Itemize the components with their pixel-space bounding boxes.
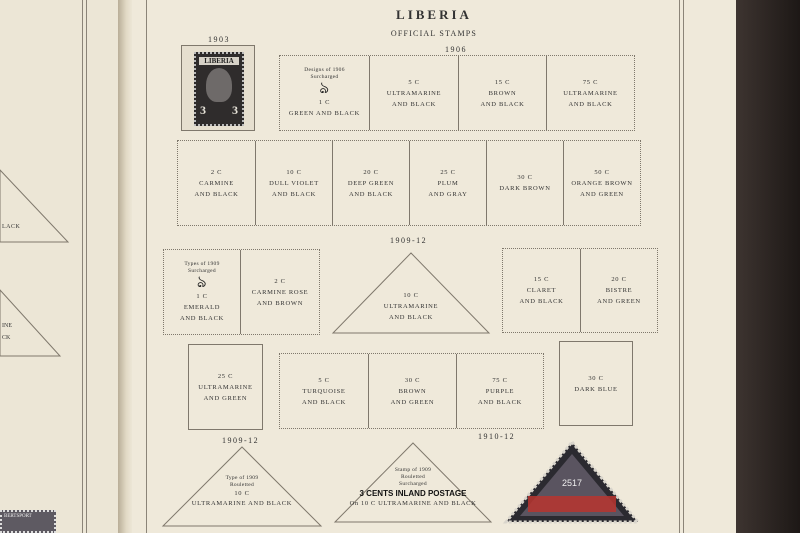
stamp-color: CLARET: [526, 287, 557, 294]
stamp-note: Surcharged: [188, 267, 216, 274]
stamp-color: AND BLACK: [388, 314, 434, 321]
stamp-color: AND BLACK: [301, 398, 347, 406]
triangle-stamp-label: [350, 290, 472, 323]
stamp-space: [280, 354, 369, 428]
stamp-color: AND BLACK: [519, 298, 564, 305]
stamp-space: [503, 249, 581, 332]
stamp-space: [178, 141, 256, 225]
stamp-value: 15 C: [494, 78, 511, 86]
stamp-value-left: 3: [200, 103, 206, 117]
stamp-value: 15 C: [533, 276, 550, 283]
stamp-value: 30 C: [404, 376, 421, 384]
stamp-color: ULTRAMARINE AND BLACK: [191, 500, 293, 507]
stamp-color: GREEN AND BLACK: [288, 110, 361, 117]
triangle-stamp: [502, 438, 642, 533]
stamp-space: [410, 141, 487, 225]
stamp-space: [333, 141, 410, 225]
stamp-color: AND GREEN: [390, 398, 435, 406]
stamp-color: PURPLE: [485, 387, 515, 395]
stamp-color: AND BROWN: [256, 299, 304, 307]
triangle-stamp-label: [160, 475, 324, 509]
stamp-portrait: [206, 68, 232, 102]
left-page-text: LACK: [2, 224, 21, 230]
left-page-stamp: [0, 510, 56, 533]
stamp-space: [256, 141, 333, 225]
stamp-space: [369, 354, 457, 428]
stamp-color: AND BLACK: [194, 190, 239, 198]
stamp-color: PLUM: [437, 179, 459, 187]
stamp-color: ULTRAMARINE: [198, 383, 253, 391]
stamp-value-right: 3: [232, 103, 238, 117]
stamp-note: Rouletted: [400, 474, 426, 480]
stamp-color: ULTRAMARINE: [383, 303, 439, 310]
stamp-color: AND BLACK: [477, 398, 523, 406]
stamp-space: [164, 250, 241, 334]
year-heading-1909-12: 1909-12: [390, 236, 428, 245]
stamp-space: [241, 250, 319, 334]
year-heading-1909-12: 1909-12: [222, 436, 260, 445]
stamp-value: 5 C: [408, 78, 420, 86]
stamp-color: DARK BROWN: [499, 185, 551, 192]
stamp-color: CARMINE: [199, 179, 234, 187]
stamp-row-1909-mid: [279, 353, 544, 429]
stamp-space: [564, 141, 640, 225]
surcharge-symbol-icon: ঌ: [196, 273, 208, 291]
stamp-color: ULTRAMARINE: [563, 89, 618, 97]
stamp-space-single: [559, 341, 633, 426]
svg-text:2517: 2517: [561, 478, 583, 488]
stamp-space-single: [188, 344, 263, 430]
surcharge-symbol-icon: ঌ: [319, 80, 330, 97]
album-gutter: [118, 0, 132, 533]
stamp-row-1906-a: [279, 55, 635, 131]
stamp-color: CARMINE ROSE: [251, 288, 309, 296]
left-page-stamp-text: BERTSPORT: [4, 514, 32, 519]
stamp-color: AND GREEN: [203, 394, 248, 402]
stamp-value: 30 C: [588, 374, 604, 382]
stamp-1903: [194, 52, 244, 126]
page-border-left: [146, 0, 147, 533]
left-page-border: [82, 0, 83, 533]
left-page-border-inner: [86, 0, 87, 533]
year-heading-1906: 1906: [445, 45, 467, 54]
stamp-value: 50 C: [594, 168, 610, 176]
stamp-value: 30 C: [517, 174, 533, 181]
stamp-color: BROWN: [488, 89, 517, 97]
stamp-value: 25 C: [440, 168, 456, 176]
page-title: LIBERIA: [396, 7, 472, 22]
page-border-right: [679, 0, 680, 533]
stamp-color: DARK BLUE: [574, 385, 618, 393]
stamp-color: AND BLACK: [568, 100, 613, 108]
stamp-color: AND BLACK: [348, 190, 394, 198]
stamp-value: 75 C: [582, 78, 599, 86]
left-page-text: INE: [2, 323, 12, 329]
stamp-space: [457, 354, 543, 428]
album-page-liberia: [132, 0, 736, 533]
stamp-color: DEEP GREEN: [347, 179, 395, 187]
stamp-color: AND GRAY: [428, 190, 468, 198]
stamp-mount-1903: [181, 45, 255, 131]
triangle-stamp-label: [332, 467, 494, 508]
stamp-color: BISTRE: [605, 287, 633, 294]
stamp-value: 10 C: [286, 168, 302, 176]
left-page-text: CK: [2, 335, 11, 341]
stamp-value: 1 C: [318, 99, 331, 106]
stamp-color: ORANGE BROWN: [571, 179, 633, 187]
stamp-note: Stamp of 1909: [394, 467, 432, 473]
stamp-value: 2 C: [274, 277, 286, 285]
stamp-color: EMERALD: [183, 303, 221, 311]
stamp-note: Surcharged: [399, 481, 427, 487]
stamp-space: [459, 56, 547, 130]
stamp-color: AND GREEN: [580, 190, 624, 198]
left-page-triangles: [0, 160, 80, 360]
stamp-space: [487, 141, 564, 225]
stamp-value: 20 C: [363, 168, 379, 176]
stamp-space: [560, 342, 632, 425]
stamp-color: On 10 C ULTRAMARINE AND BLACK: [349, 500, 477, 507]
year-heading-1910-12: 1910-12: [478, 432, 516, 441]
stamp-row-1909-left: [163, 249, 320, 335]
stamp-value: 5 C: [318, 376, 330, 384]
stamp-color: BROWN: [398, 387, 427, 395]
stamp-value: 2 C: [210, 168, 223, 176]
stamp-country-text: LIBERIA: [199, 57, 239, 65]
stamp-color: AND BLACK: [271, 190, 317, 198]
left-album-page: [0, 0, 118, 533]
stamp-note: Rouletted: [229, 482, 255, 488]
stamp-note: Types of 1909: [184, 260, 220, 267]
surcharge-text: 3 CENTS INLAND POSTAGE: [359, 489, 467, 498]
stamp-note: Surcharged: [310, 74, 339, 80]
stamp-color: ULTRAMARINE: [386, 89, 442, 97]
stamp-note: Type of 1909: [225, 475, 259, 481]
stamp-value: 1 C: [196, 292, 208, 300]
stamp-color: DULL VIOLET: [269, 179, 319, 187]
page-border-right-inner: [683, 0, 684, 533]
stamp-row-1906-b: [177, 140, 641, 226]
stamp-space: [581, 249, 657, 332]
stamp-color: TURQUOISE: [302, 387, 346, 395]
stamp-note: Designs of 1906: [304, 67, 345, 73]
stamp-value: 75 C: [492, 376, 508, 384]
stamp-color: AND BLACK: [179, 314, 225, 322]
book-edge: [736, 0, 800, 533]
stamp-value: 10 C: [234, 490, 250, 497]
stamp-value: 20 C: [611, 276, 627, 283]
stamp-color: AND BLACK: [391, 100, 437, 108]
stamp-value: 10 C: [403, 292, 419, 299]
stamp-space: [280, 56, 370, 130]
stamp-color: AND BLACK: [480, 100, 525, 108]
page-subtitle: OFFICIAL STAMPS: [390, 29, 478, 38]
stamp-color: AND GREEN: [597, 298, 641, 305]
stamp-space: [370, 56, 459, 130]
stamp-space: [547, 56, 634, 130]
stamp-row-1909-right: [502, 248, 658, 333]
year-heading-1903: 1903: [208, 35, 230, 44]
stamp-space: [189, 345, 262, 429]
stamp-value: 25 C: [217, 372, 234, 380]
